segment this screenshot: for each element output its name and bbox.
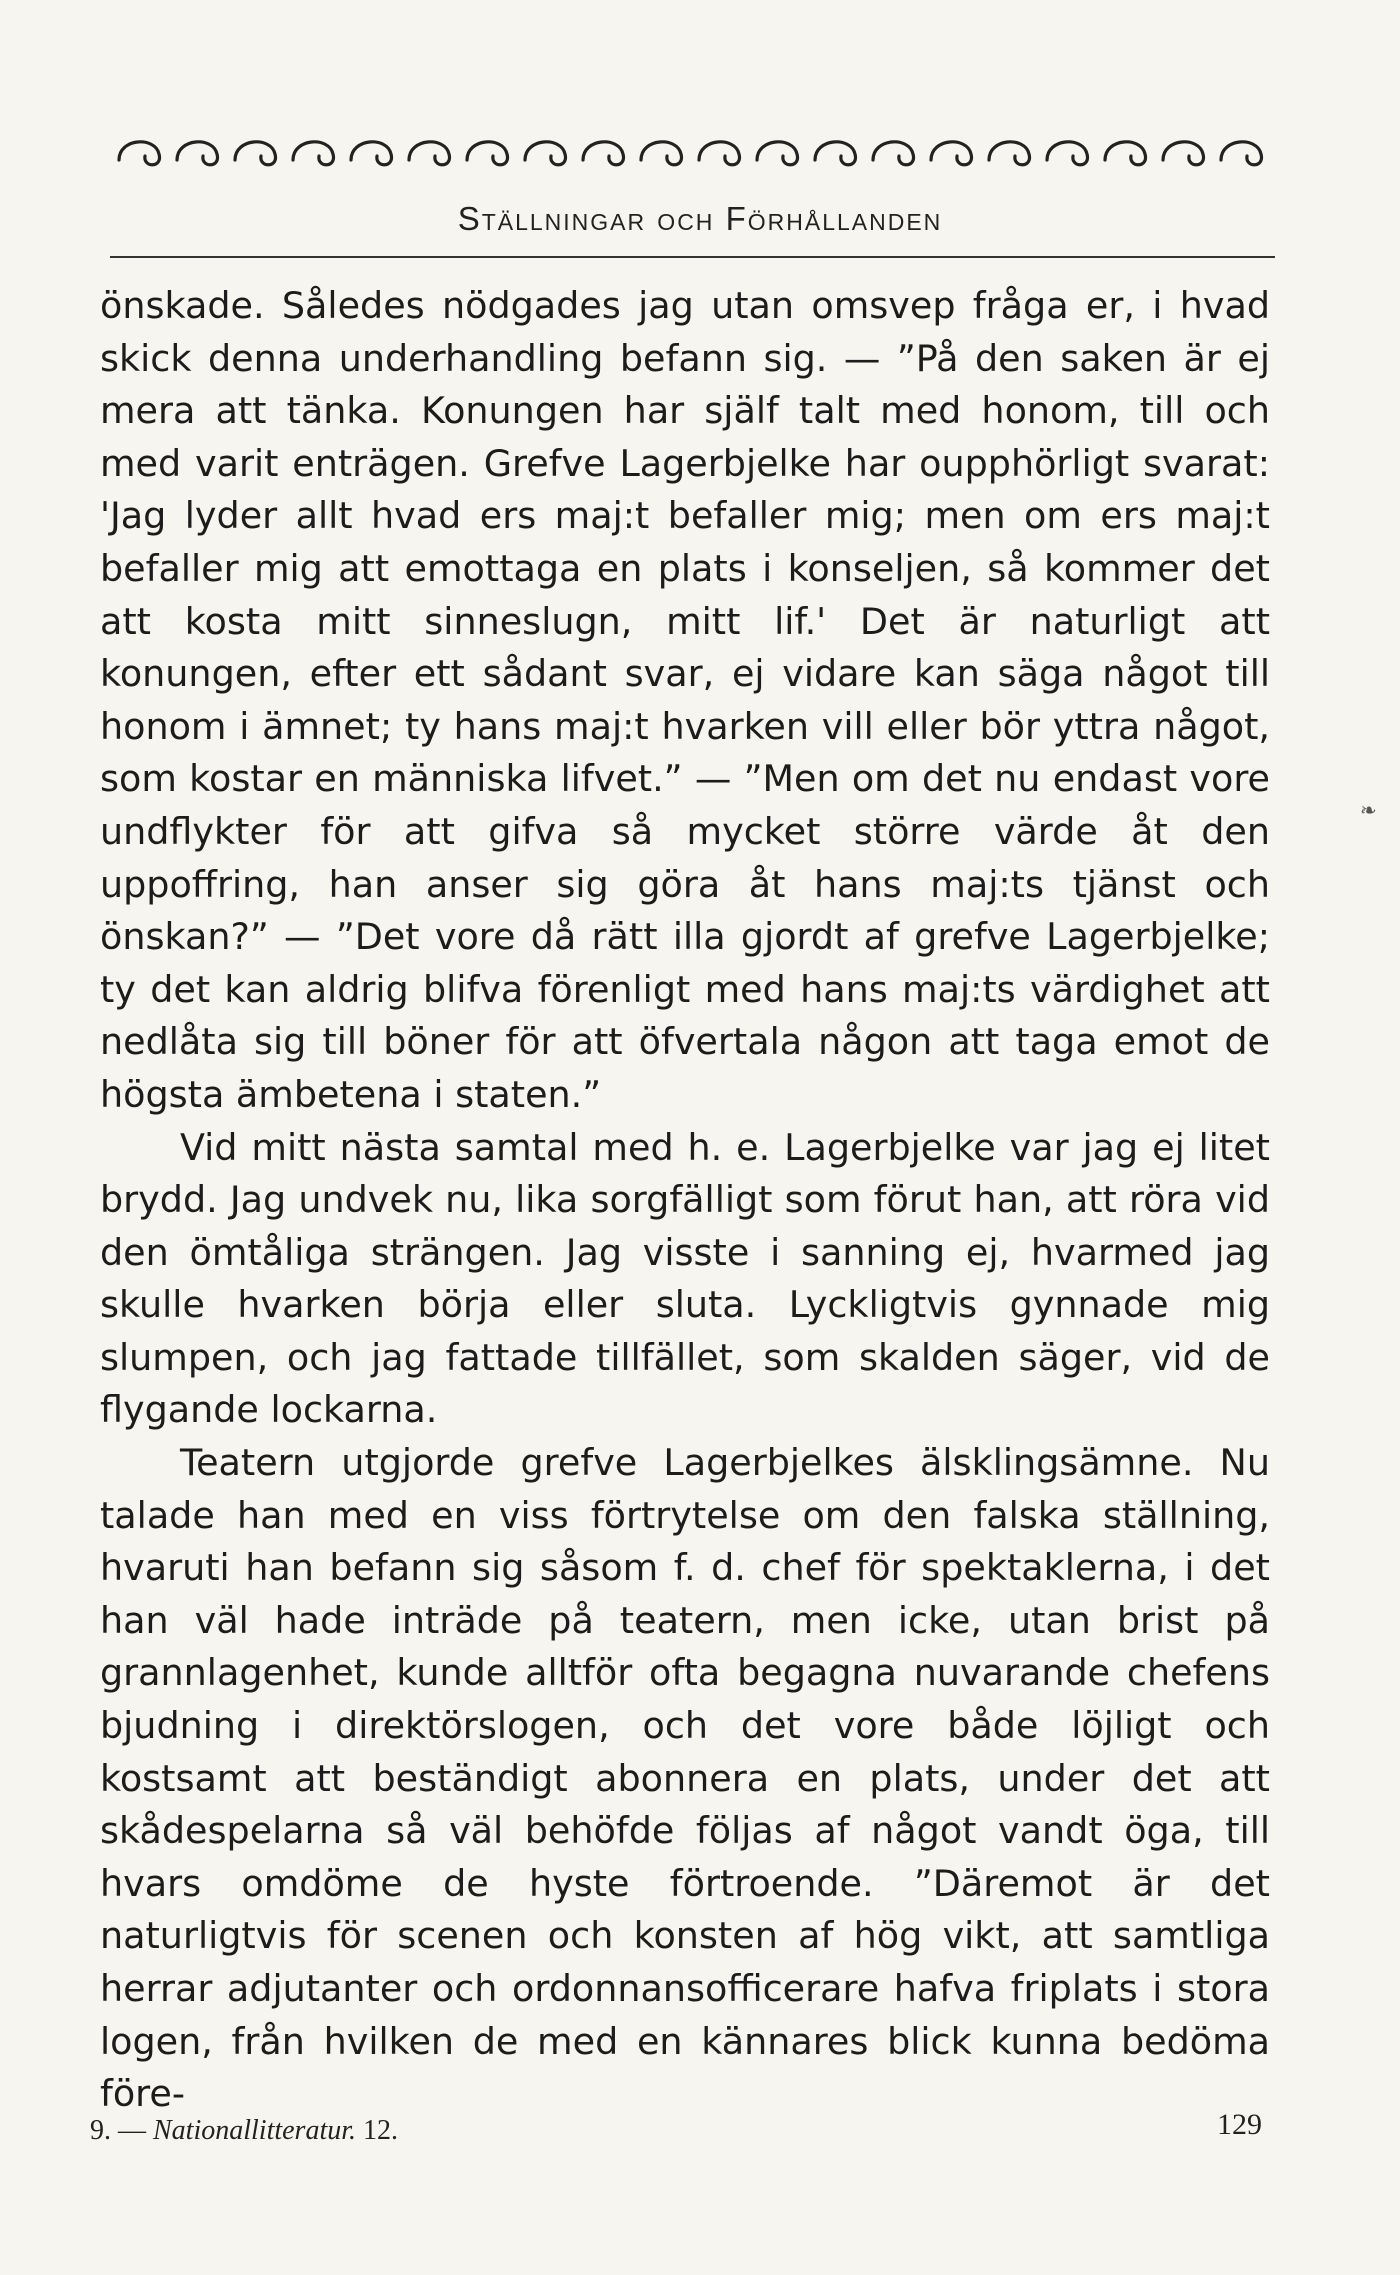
running-head: Ställningar och Förhållanden [457, 200, 943, 237]
paragraph-2: Vid mitt nästa samtal med h. e. Lagerbjelke var jag ej litet brydd. Jag undvek nu, lika sorgfälligt som förut han, att röra vid den ömtåliga strängen. Jag visste i sanning ej, hvarmed jag skulle hvarken börja eller sluta. Lyckligtvis gynnade mig slumpen, och jag fattade tillfället, som skalden säger, vid de flygande lockarna. [100, 1125, 1270, 1432]
footer-signature [90, 2115, 398, 2147]
ornament-band [115, 128, 1275, 172]
publication-title: Nationallitteratur. [153, 2115, 357, 2146]
page-number: 129 [1217, 2108, 1262, 2141]
body-text [100, 280, 1270, 2121]
volume-number: 12. [363, 2115, 399, 2146]
paragraph-3: Teatern utgjorde grefve Lagerbjelkes älsklingsämne. Nu talade han med en viss förtrytelse om den falska ställning, hvaruti han befann sig såsom f. d. chef för spektaklerna, i det han väl hade inträde på teatern, men icke, utan brist på grannlagenhet, kunde alltför ofta begagna nuvarande chefens bjudning i direktörslogen, och det vore både löjligt och kostsamt att beständigt abonnera en plats, under det att skådespelarna så väl behöfde följas af något vandt öga, till hvars omdöme de hyste förtroende. ”Däremot är det naturligtvis för scenen och konsten af hög vikt, att samtliga herrar adjutanter och ordonnansofficerare hafva friplats i stora logen, från hvilken de med en kännares blick kunna bedöma före- [100, 1441, 1270, 2116]
margin-mark-icon: ❧ [1360, 798, 1377, 822]
signature-number: 9. — [90, 2115, 146, 2146]
header-rule [110, 256, 1275, 258]
paragraph-1: önskade. Således nödgades jag utan omsvep fråga er, i hvad skick denna underhandling befann sig. — ”På den saken är ej mera att tänka. Konungen har själf talt med honom, till och med varit enträgen. Grefve Lagerbjelke har oupphörligt svarat: 'Jag lyder allt hvad ers maj:t befaller mig; men om ers maj:t befaller mig att emottaga en plats i konseljen, så kommer det att kosta mitt sinneslugn, mitt lif.' Det är naturligt att konungen, efter ett sådant svar, ej vidare kan säga något till honom i ämnet; ty hans maj:t hvarken vill eller bör yttra något, som kostar en människa lifvet.” — ”Men om det nu endast vore undflykter för att gifva så mycket större värde åt den uppoffring, han anser sig göra åt hans maj:ts tjänst och önskan?” — ”Det vore då rätt illa gjordt af grefve Lagerbjelke; ty det kan aldrig blifva förenligt med hans maj:ts värdighet att nedlåta sig till böner för att öfvertala någon att taga emot de högsta ämbetena i staten.” [100, 284, 1270, 1116]
